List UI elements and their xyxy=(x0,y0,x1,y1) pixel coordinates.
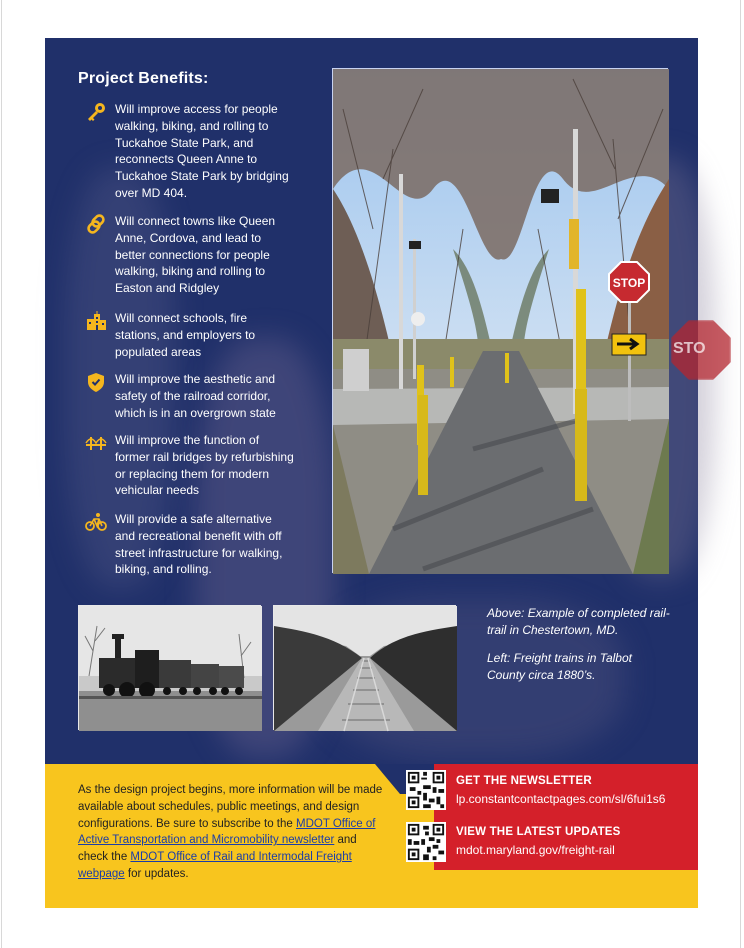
footer-text-1: As the design project begins, more information will be made available about schedules, public meetings, and design configurations. Be sure to subscribe to the xyxy=(78,784,383,830)
chain-link-icon xyxy=(85,213,107,235)
rail-trail-photo xyxy=(332,68,668,573)
benefit-text: Will connect schools, fire stations, and employers to populated areas xyxy=(115,311,256,359)
newsletter-title: GET THE NEWSLETTER xyxy=(456,775,592,787)
flyer-panel xyxy=(45,38,706,908)
page-edge-left xyxy=(1,0,2,948)
shield-icon xyxy=(85,371,107,393)
rail-tracks-illustration xyxy=(274,606,457,731)
newsletter-qr-icon[interactable] xyxy=(406,770,446,810)
benefit-text: Will connect towns like Queen Anne, Cordova, and lead to better connections for people walking, biking and rolling to Easton and Ridgley xyxy=(115,214,276,296)
newsletter-link[interactable]: MDOT Office of Active Transportation and Micromobility newsletter xyxy=(78,817,376,847)
benefits-heading: Project Benefits: xyxy=(78,70,209,87)
caption-left: Left: Freight trains in Talbot County circa 1880’s. xyxy=(487,651,632,682)
buildings-icon xyxy=(85,310,107,332)
footer-text-2: and check the xyxy=(78,834,357,864)
background-stop-sign-text: STO xyxy=(673,340,706,357)
benefit-text: Will provide a safe alternative and recreational benefit with off street infrastructure for walking, biking, and rolling. xyxy=(115,512,283,577)
stop-sign-text: STOP xyxy=(612,276,646,290)
steam-train-illustration xyxy=(79,606,262,731)
benefit-text: Will improve access for people walking, biking, and rolling to Tuckahoe State Park, and reconnects Queen Anne to Tuckahoe State Park by bridging over MD 404. xyxy=(115,102,289,200)
benefit-text: Will improve the function of former rail bridges by refurbishing or replacing them for modern vehicular needs xyxy=(115,433,294,498)
footer-text-3: for updates. xyxy=(124,867,189,880)
key-icon xyxy=(85,101,107,123)
caption-above: Above: Example of completed rail-trail in Chestertown, MD. xyxy=(487,606,670,637)
rail-trail-illustration xyxy=(333,69,669,574)
benefit-text: Will improve the aesthetic and safety of the railroad corridor, which is in an overgrown state xyxy=(115,372,276,420)
freight-webpage-link[interactable]: MDOT Office of Rail and Intermodal Freight webpage xyxy=(78,851,352,880)
historic-train-photo xyxy=(78,605,261,730)
updates-qr-icon[interactable] xyxy=(406,822,446,862)
bridge-icon xyxy=(85,432,107,454)
bicycle-icon xyxy=(85,511,107,533)
page-edge-right xyxy=(740,0,741,948)
updates-title: VIEW THE LATEST UPDATES xyxy=(456,826,621,838)
historic-tracks-photo xyxy=(273,605,456,730)
updates-url[interactable]: mdot.maryland.gov/freight-rail xyxy=(456,843,615,857)
footer-paragraph xyxy=(78,782,388,883)
newsletter-url[interactable]: lp.constantcontactpages.com/sl/6fui1s6 xyxy=(456,792,666,806)
